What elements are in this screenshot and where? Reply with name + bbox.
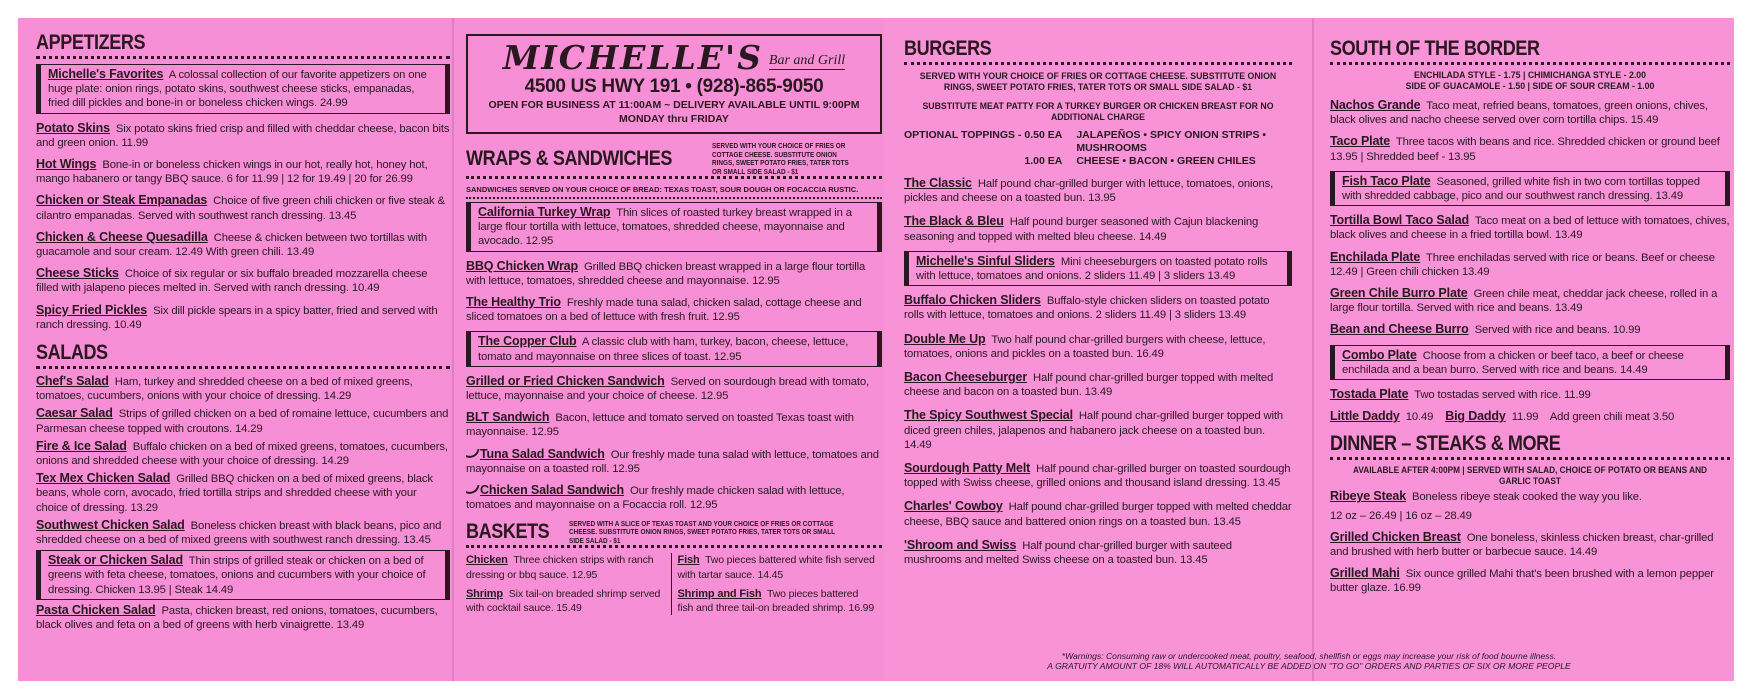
item-name: Grilled Mahi	[1330, 566, 1400, 581]
menu-item	[904, 370, 1292, 399]
item-name: Double Me Up	[904, 331, 986, 346]
item-desc: Cheese & chicken between two tortillas with guacamole and sour cream. 12.49 With green chili. 13.49	[36, 231, 428, 259]
item-name: Bean and Cheese Burro	[1330, 322, 1469, 337]
menu-item	[1342, 348, 1718, 377]
item-name: Tex Mex Chicken Salad	[36, 471, 171, 486]
menu-item	[466, 553, 665, 581]
section-title-burgers: BURGERS	[904, 37, 992, 60]
item-desc: Served with rice and beans. 10.99	[1474, 324, 1641, 337]
item-desc: Our freshly made tuna salad with lettuce, tomatoes and mayonnaise on a toasted roll. 12.95	[466, 448, 879, 475]
baskets-header	[466, 519, 882, 545]
item-desc: Three enchiladas served with rice or beans. Beef or cheese 12.49 | Green chili chicken 13.49	[1330, 251, 1715, 278]
item-name: Chef's Salad	[36, 374, 109, 389]
section-note: SERVED WITH YOUR CHOICE OF FRIES OR COTTAGE CHEESE. SUBSTITUTE ONION RINGS, SWEET POTATO FRIES, TATER TOTS OR SMALL SIDE SALAD - $1	[919, 71, 1277, 93]
menu-item	[1330, 134, 1730, 163]
item-desc: Half pound char-grilled burger with lettuce, tomatoes, onions, pickles and cheese on a toasted bun. 13.95	[904, 178, 1274, 205]
item-name: Big Daddy	[1445, 409, 1506, 424]
item-name: California Turkey Wrap	[478, 205, 611, 219]
featured-box	[36, 550, 450, 600]
toppings-price-a: OPTIONAL TOPPINGS - 0.50 EA	[904, 129, 1063, 141]
menu-item	[466, 374, 882, 403]
item-name: Tuna Salad Sandwich	[480, 446, 605, 461]
item-price: 10.49	[1405, 411, 1434, 424]
featured-box	[1330, 171, 1730, 206]
restaurant-address: 4500 US HWY 191 • (928)-865-9050	[524, 76, 824, 97]
baskets-col-right	[671, 553, 883, 615]
item-name: Buffalo Chicken Sliders	[904, 293, 1041, 308]
menu-item	[466, 259, 882, 288]
panel-south-dinner	[1330, 24, 1730, 675]
menu-item	[36, 518, 450, 547]
item-name: Caesar Salad	[36, 406, 113, 421]
menu-item	[36, 121, 450, 150]
optional-toppings	[904, 129, 1292, 168]
item-desc: Thin slices of roasted turkey breast wrapped in a large flour tortilla with lettuce, tomatoes, shredded cheese, mayonnaise and avocado. 12.95	[478, 207, 852, 248]
toppings-list-b: CHEESE • BACON • GREEN CHILES	[1076, 155, 1256, 167]
item-desc: Our freshly made chicken salad with lettuce, tomatoes and mayonnaise on a Focaccia roll. 12.95	[466, 485, 845, 512]
item-desc: Three tacos with beans and rice. Shredded chicken or ground beef 13.95 | Shredded beef - 13.95	[1330, 136, 1720, 163]
hours-days: MONDAY thru FRIDAY	[619, 113, 729, 125]
section-title-south: SOUTH OF THE BORDER	[1330, 37, 1540, 60]
item-desc: Half pound burger seasoned with Cajun blackening seasoning and topped with melted bleu cheese. 14.49	[904, 216, 1259, 243]
item-name: Shrimp and Fish	[677, 587, 762, 600]
item-name: Fish	[677, 554, 700, 567]
item-name: Tostada Plate	[1330, 387, 1409, 402]
item-desc: Two pieces battered white fish served with tartar sauce. 14.45	[677, 554, 875, 581]
item-name: Pasta Chicken Salad	[36, 602, 156, 617]
item-desc: Choice of five green chili chicken or five steak & cilantro empanadas. Served with southwest ranch dressing. 13.45	[36, 195, 445, 222]
item-name: Tortilla Bowl Taco Salad	[1330, 213, 1470, 228]
item-desc: Grilled BBQ chicken on a bed of mixed greens, black beans, whole corn, avocado, fried tortilla strips and shredded cheese with your choice of dressing. 13.29	[36, 473, 433, 514]
menu-item	[1330, 489, 1730, 504]
menu-item	[36, 193, 450, 222]
menu-item	[36, 603, 450, 632]
menu-item	[36, 439, 450, 468]
panel-appetizers-salads	[36, 24, 450, 675]
item-name: Nachos Grande	[1330, 98, 1421, 112]
item-desc: Mini cheeseburgers on toasted potato rolls with lettuce, tomatoes and onions. 2 sliders 11.49 | 3 sliders 13.49	[916, 255, 1268, 283]
item-desc: Choose from a chicken or beef taco, a beef or cheese enchilada and a bean burro. Served with rice and beans. 14.49	[1342, 349, 1684, 376]
menu-item	[36, 266, 450, 295]
item-name: Michelle's Favorites	[48, 67, 164, 81]
item-name: Potato Skins	[36, 120, 110, 135]
item-desc: Two half pound char-grilled burgers with cheese, lettuce, tomatoes, onions and pickles on a toasted bun. 16.49	[904, 333, 1266, 360]
item-name: Green Chile Burro Plate	[1330, 286, 1468, 301]
menu-item	[1342, 174, 1718, 203]
item-name: Grilled or Fried Chicken Sandwich	[466, 373, 665, 388]
item-name: Charles' Cowboy	[904, 499, 1003, 514]
item-desc: Half pound char-grilled burger topped with diced green chiles, jalapenos and habanero jack cheese on a toasted bun. 14.49	[904, 410, 1283, 451]
menu-item	[36, 406, 450, 435]
item-desc: Three chicken strips with ranch dressing or bbq sauce. 12.95	[466, 554, 654, 581]
baskets-grid	[466, 553, 882, 615]
addon-note: Add green chili meat 3.50	[1549, 411, 1675, 424]
section-title-appetizers: APPETIZERS	[36, 31, 146, 54]
item-name: Fire & Ice Salad	[36, 438, 127, 453]
item-name: Hot Wings	[36, 157, 97, 172]
menu-item	[1330, 566, 1730, 595]
fold-line	[452, 18, 454, 681]
item-desc: Taco meat on a bed of lettuce with tomatoes, chives, black olives and cheese in a fried tortilla bowl. 13.49	[1330, 215, 1730, 242]
wraps-header	[466, 142, 882, 176]
dotted-rule	[466, 176, 882, 179]
item-name: The Healthy Trio	[466, 295, 561, 310]
item-name: Chicken & Cheese Quesadilla	[36, 229, 208, 244]
item-name: The Black & Bleu	[904, 214, 1004, 229]
item-name: Bacon Cheeseburger	[904, 370, 1028, 385]
item-desc: Two pieces battered fish and three tail-on breaded shrimp. 16.99	[677, 587, 875, 615]
section-title-wraps: WRAPS & SANDWICHES	[466, 147, 672, 170]
item-name: Steak or Chicken Salad	[48, 553, 183, 568]
item-name: 'Shroom and Swiss	[904, 537, 1017, 552]
menu-item	[36, 230, 450, 259]
menu-item	[1330, 250, 1730, 279]
item-desc: Two tostadas served with rice. 11.99	[1414, 389, 1591, 402]
item-name: Little Daddy	[1330, 409, 1400, 424]
menu-item	[916, 254, 1280, 283]
fold-line	[1312, 18, 1314, 681]
warning-gratuity: A GRATUITY AMOUNT OF 18% WILL AUTOMATICALLY BE ADDED ON "TO GO" ORDERS AND PARTIES OF SIX OR MORE PEOPLE	[1047, 661, 1571, 671]
menu-item	[36, 157, 450, 186]
item-desc: Seasoned, grilled white fish in two corn tortillas topped with shredded cabbage, pico and our southwest ranch dressing. 13.49	[1342, 175, 1700, 203]
item-desc: Half pound char-grilled burger on toasted sourdough topped with Swiss cheese, grilled onions and thousand island dressing. 13.45	[904, 463, 1291, 490]
featured-box	[466, 202, 882, 252]
item-desc: Bacon, lettuce and tomato served on toasted Texas toast with mayonnaise. 12.95	[466, 412, 854, 439]
featured-box	[36, 64, 450, 114]
menu-sheet-right	[884, 18, 1734, 681]
section-note: SERVED WITH A SLICE OF TEXAS TOAST AND YOUR CHOICE OF FRIES OR COTTAGE CHEESE. SUBSTITUTE ONION RINGS, SWEET POTATO FRIES, TATER TOTS OR SMALL SIDE SALAD - $1	[568, 518, 835, 545]
menu-item	[678, 587, 877, 615]
item-name: Shrimp	[466, 587, 503, 600]
item-name: Cheese Sticks	[36, 266, 119, 281]
menu-item	[466, 483, 882, 512]
item-name: Combo Plate	[1342, 347, 1417, 362]
item-desc: Six tail-on breaded shrimp served with cocktail sauce. 15.49	[466, 587, 661, 615]
item-desc: Six ounce grilled Mahi that's been brushed with a lemon pepper butter glaze. 16.99	[1330, 568, 1714, 595]
menu-item	[1330, 286, 1730, 315]
menu-item	[904, 214, 1292, 243]
dotted-rule	[36, 366, 450, 369]
item-desc: Taco meat, refried beans, tomatoes, green onions, chives, black olives and nacho cheese served over corn tortilla chips. 15.49	[1330, 100, 1708, 127]
menu-warning	[884, 651, 1734, 671]
item-desc: Choice of six regular or six buffalo breaded mozzarella cheese filled with jalapeno pieces melted in. Served with ranch dressing. 10.49	[36, 268, 428, 295]
item-desc: Half pound char-grilled burger topped with melted cheese and bacon on a toasted bun. 13.49	[904, 372, 1274, 399]
restaurant-logo: MICHELLE'S	[502, 38, 763, 77]
menu-sheet-left	[18, 18, 884, 681]
item-desc: Grilled BBQ chicken breast wrapped in a large flour tortilla with lettuce, tomatoes, shredded cheese and mayonnaise. 12.95	[466, 260, 866, 287]
menu-item	[904, 499, 1292, 528]
item-desc: Strips of grilled chicken on a bed of romaine lettuce, cucumbers and Parmesan cheese topped with croutons. 14.29	[36, 408, 449, 435]
item-desc: Six potato skins fried crisp and filled with cheddar cheese, bacon bits and green onion. 11.99	[36, 122, 450, 149]
menu-item	[1330, 213, 1730, 242]
item-desc: One boneless, skinless chicken breast, char-grilled and brushed with herb butter or barbecue sauce. 14.49	[1330, 531, 1714, 559]
item-desc: A classic club with ham, turkey, bacon, cheese, lettuce, tomato and mayonnaise on three slices of toast. 12.95	[478, 336, 849, 363]
item-name: Spicy Fried Pickles	[36, 302, 148, 317]
menu-item	[904, 408, 1292, 452]
bread-note: SANDWICHES SERVED ON YOUR CHOICE OF BREAD: TEXAS TOAST, SOUR DOUGH OR FOCACCIA RUSTIC.	[466, 185, 859, 194]
item-desc: Boneless chicken breast with black beans, pico and shredded cheese on a bed of mixed greens with southwest ranch dressing. 13.45	[36, 519, 442, 547]
dotted-rule	[1330, 62, 1730, 65]
menu-item	[48, 553, 438, 597]
dotted-rule	[1330, 457, 1730, 460]
menu-item	[1330, 387, 1730, 402]
item-name: BBQ Chicken Wrap	[466, 258, 578, 273]
item-desc: Boneless ribeye steak cooked the way you like.	[1412, 491, 1642, 504]
section-title-dinner: DINNER – STEAKS & MORE	[1330, 432, 1561, 456]
item-name: Taco Plate	[1330, 134, 1391, 149]
item-name: Ribeye Steak	[1330, 489, 1407, 504]
item-desc: Thin strips of grilled steak or chicken on a bed of greens with feta cheese, tomatoes, onions and cucumbers with your choice of dressing. Chicken 13.95 | Steak 14.49	[48, 555, 426, 596]
item-desc: Ham, turkey and shredded cheese on a bed of mixed greens, tomatoes, cucumbers, onions with your choice of dressing. 14.29	[36, 376, 413, 403]
item-price: 11.99	[1511, 411, 1539, 424]
menu-item	[1330, 98, 1730, 127]
menu-item	[904, 293, 1292, 322]
toppings-list-a: JALAPEÑOS • SPICY ONION STRIPS • MUSHROOMS	[1076, 129, 1267, 154]
dotted-rule	[36, 56, 450, 59]
menu-item	[48, 67, 438, 111]
item-name: The Classic	[904, 176, 972, 190]
section-title-baskets: BASKETS	[466, 520, 550, 544]
item-desc: Buffalo-style chicken sliders on toasted potato rolls with lettuce, tomatoes and onions. 2 sliders 11.49 | 3 sliders 13.49	[904, 295, 1270, 322]
menu-item	[1330, 530, 1730, 559]
featured-box	[1330, 345, 1730, 380]
style-note: ENCHILADA STYLE - 1.75 | CHIMICHANGA STYLE - 2.00	[1414, 70, 1646, 81]
warning-food: *Warnings: Consuming raw or undercooked meat, poultry, seafood, shellfish or eggs may increase your risk of food bourne illness.	[1061, 651, 1557, 661]
menu-item	[1330, 322, 1730, 337]
item-desc: Six dill pickle spears in a spicy batter, fried and served with ranch dressing. 10.49	[36, 304, 438, 331]
toppings-price-b: 1.00 EA	[1024, 155, 1063, 167]
menu-item	[36, 374, 450, 403]
pepper-icon	[466, 481, 480, 496]
menu-item	[36, 303, 450, 332]
menu-item	[904, 461, 1292, 490]
item-name: Chicken or Steak Empanadas	[36, 193, 208, 208]
item-name: Michelle's Sinful Sliders	[916, 253, 1055, 268]
item-name: Southwest Chicken Salad	[36, 517, 185, 532]
dotted-rule	[904, 62, 1292, 65]
item-name: BLT Sandwich	[466, 410, 550, 425]
item-desc: Served on sourdough bread with tomato, lettuce, mayonnaise and your choice of cheese. 12.95	[466, 375, 869, 403]
ribeye-prices: 12 oz – 26.49 | 16 oz – 28.49	[1330, 509, 1472, 522]
item-name: The Copper Club	[478, 334, 577, 349]
item-name: Chicken Salad Sandwich	[480, 483, 624, 498]
menu-item	[478, 334, 870, 363]
menu-item	[466, 410, 882, 439]
menu-item	[466, 447, 882, 476]
menu-item	[36, 471, 450, 515]
logo-subtitle: Bar and Grill	[768, 53, 846, 68]
section-note: SERVED WITH YOUR CHOICE OF FRIES OR COTTAGE CHEESE. SUBSTITUTE ONION RINGS, SWEET POTATO FRIES, TATER TOTS OR SMALL SIDE SALAD - $1	[711, 141, 849, 176]
item-desc: A colossal collection of our favorite appetizers on one huge plate: onion rings, potato skins, southwest cheese sticks, empanadas, fried dill pickles and bone-in or boneless chicken wings. 24.99	[48, 69, 427, 110]
section-title-salads: SALADS	[36, 341, 108, 365]
side-note: SIDE OF GUACAMOLE - 1.50 | SIDE OF SOUR CREAM - 1.00	[1405, 81, 1655, 92]
logo-row	[474, 40, 874, 76]
menu-item	[904, 332, 1292, 361]
item-desc: Pasta, chicken breast, red onions, tomatoes, cucumbers, black olives and feta on a bed of greens with herb vinaigrette. 13.49	[36, 604, 438, 632]
dotted-rule	[466, 545, 882, 548]
menu-item	[466, 295, 882, 324]
item-desc: Half pound char-grilled burger topped with melted cheddar cheese, BBQ sauce and battered onion rings on a toasted bun. 13.45	[904, 501, 1292, 528]
baskets-col-left	[466, 553, 671, 615]
panel-burgers	[904, 24, 1292, 675]
item-name: The Spicy Southwest Special	[904, 408, 1073, 423]
menu-item	[478, 205, 870, 249]
item-desc: Bone-in or boneless chicken wings in our hot, really hot, honey hot, mango habanero or tangy BBQ sauce. 6 for 11.99 | 12 for 19.49 | 20 for 26.99	[36, 159, 428, 186]
item-name: Sourdough Patty Melt	[904, 461, 1031, 476]
restaurant-header	[466, 34, 882, 134]
menu-item	[904, 176, 1292, 205]
featured-box	[466, 331, 882, 366]
item-desc: Buffalo chicken on a bed of mixed greens, tomatoes, cucumbers, onions and shredded cheese with your choice of dressing. 14.29	[36, 440, 448, 468]
daddy-row	[1330, 409, 1730, 424]
menu-item	[904, 538, 1292, 567]
hours-line: OPEN FOR BUSINESS AT 11:00AM ~ DELIVERY AVAILABLE UNTIL 9:00PM	[488, 99, 860, 111]
section-note: AVAILABLE AFTER 4:00PM | SERVED WITH SALAD, CHOICE OF POTATO OR BEANS AND GARLIC TOAST	[1352, 465, 1708, 487]
substitute-note: SUBSTITUTE MEAT PATTY FOR A TURKEY BURGER OR CHICKEN BREAST FOR NO ADDITIONAL CHARGE	[922, 101, 1274, 123]
item-desc: Half pound char-grilled burger with sauteed mushrooms and melted Swiss cheese on a toasted bun. 13.45	[904, 539, 1232, 567]
panel-wraps-baskets	[466, 24, 882, 675]
featured-box	[904, 251, 1292, 286]
item-name: Chicken	[466, 554, 508, 567]
item-desc: Freshly made tuna salad, chicken salad, cottage cheese and sliced tomatoes on a bed of lettuce with fresh fruit. 12.95	[466, 297, 862, 324]
dotted-rule	[466, 197, 882, 199]
menu-item	[466, 587, 665, 615]
item-name: Enchilada Plate	[1330, 249, 1421, 264]
menu-item	[678, 553, 877, 581]
item-name: Fish Taco Plate	[1342, 173, 1431, 188]
item-desc: Green chile meat, cheddar jack cheese, rolled in a large flour tortilla. Served with rice and beans. 13.49	[1330, 288, 1718, 315]
pepper-icon	[466, 445, 480, 460]
item-name: Grilled Chicken Breast	[1330, 529, 1461, 544]
